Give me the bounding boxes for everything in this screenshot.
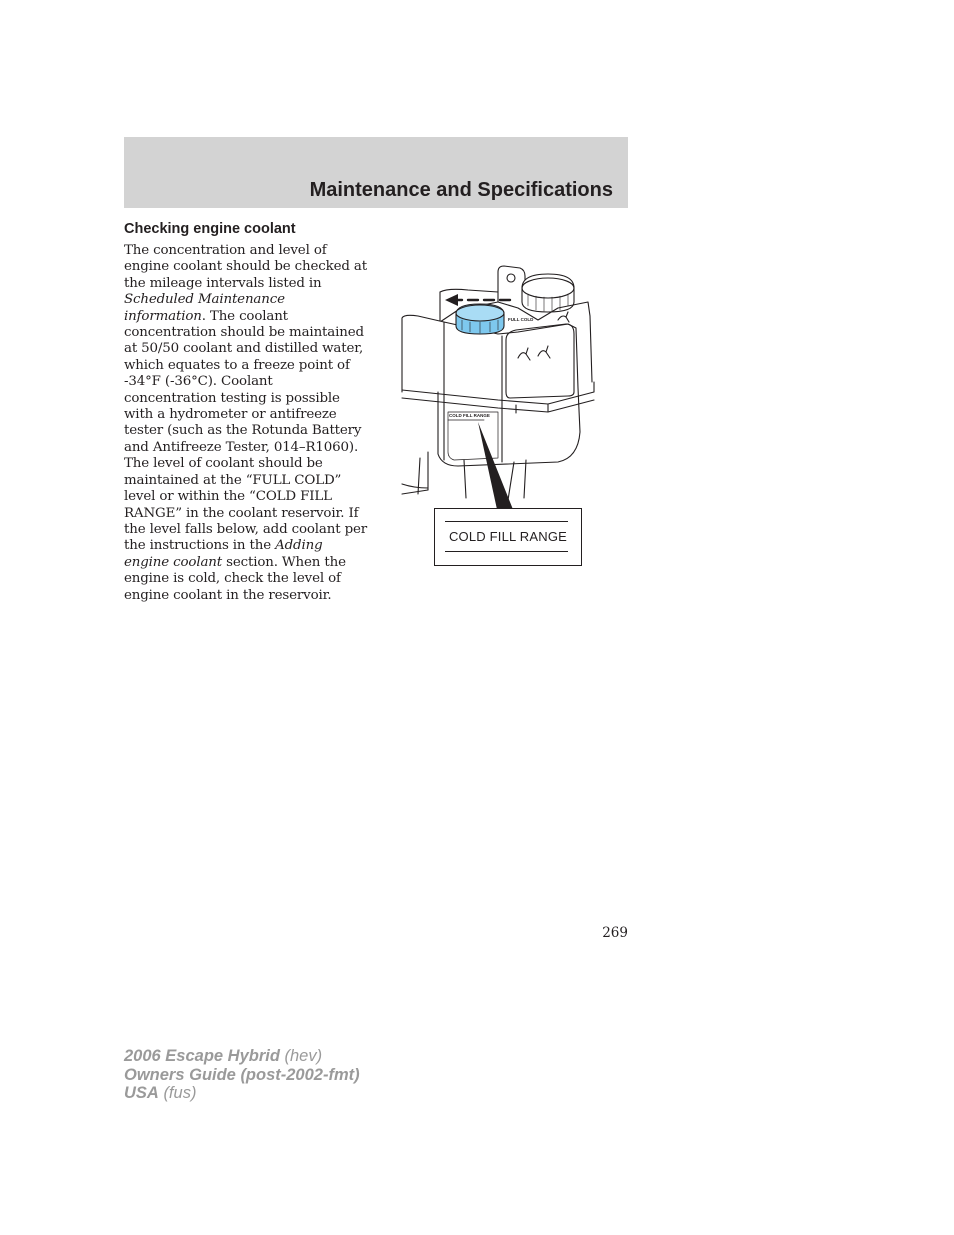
arrow-head	[445, 294, 458, 306]
bracket-foot	[402, 484, 428, 494]
body-line: concentration testing is possible	[124, 390, 340, 406]
footer-model-code: (hev)	[284, 1047, 323, 1065]
body-line: concentration should be maintained	[124, 325, 364, 341]
callout-label: COLD FILL RANGE	[448, 529, 568, 544]
footer-line	[124, 1047, 360, 1066]
body-line: engine coolant in the reservoir.	[124, 587, 332, 603]
tank-molded-label-lower: COLD FILL RANGE	[449, 413, 490, 418]
footer-market: USA	[124, 1084, 159, 1102]
body-line: level or within the “COLD FILL	[124, 489, 332, 505]
callout-rule-bottom	[445, 551, 568, 552]
page-title: Maintenance and Specifications	[309, 179, 613, 201]
footer-guide: Owners Guide (post-2002-fmt)	[124, 1065, 360, 1084]
mounting-tab	[498, 266, 525, 302]
body-line: The level of coolant should be	[124, 456, 323, 472]
italic-reference: information	[124, 308, 202, 324]
callout-rule-top	[445, 521, 568, 522]
italic-reference: Scheduled Maintenance	[124, 292, 285, 308]
body-line	[124, 292, 380, 308]
mounting-tab-hole	[507, 274, 515, 282]
tank-top-edge	[440, 289, 498, 292]
coolant-fill-cap-top	[456, 305, 504, 321]
footer-line	[124, 1066, 360, 1085]
tank-molded-label-upper: FULL COLD	[508, 317, 534, 322]
body-text-fragment: the instructions in the	[124, 538, 276, 554]
footer-market-code: (fus)	[163, 1084, 197, 1102]
body-line: which equates to a freeze point of	[124, 357, 350, 373]
footer-line	[124, 1084, 360, 1103]
body-line: at 50/50 coolant and distilled water,	[124, 341, 364, 357]
header-band	[124, 137, 628, 208]
italic-reference: engine coolant	[124, 554, 223, 570]
body-paragraph	[124, 243, 380, 604]
body-line: RANGE” in the coolant reservoir. If	[124, 505, 359, 521]
body-line: maintained at the “FULL COLD”	[124, 472, 342, 488]
body-line: and Antifreeze Tester, 014–R1060).	[124, 439, 359, 455]
document-footer	[124, 1047, 360, 1103]
hose-fitting-small	[558, 312, 569, 322]
body-line: the mileage intervals listed in	[124, 275, 322, 291]
page-number: 269	[602, 925, 628, 941]
body-line	[124, 555, 380, 571]
body-line: the level falls below, add coolant per	[124, 521, 368, 537]
body-line: engine coolant should be checked at	[124, 259, 367, 275]
tank-body-front	[402, 315, 580, 466]
italic-reference: Adding	[275, 538, 323, 554]
body-line: -34°F (-36°C). Coolant	[124, 374, 273, 390]
footer-model: 2006 Escape Hybrid	[124, 1047, 280, 1065]
body-text-fragment: . The coolant	[201, 308, 288, 324]
body-line: with a hydrometer or antifreeze	[124, 407, 337, 423]
callout-box	[434, 508, 582, 566]
body-line: engine is cold, check the level of	[124, 571, 341, 587]
body-line: tester (such as the Rotunda Battery	[124, 423, 362, 439]
body-text-fragment: section. When the	[222, 554, 346, 570]
body-line: The concentration and level of	[124, 243, 327, 258]
section-heading: Checking engine coolant	[124, 221, 296, 237]
body-line	[124, 538, 380, 554]
body-line	[124, 309, 380, 325]
